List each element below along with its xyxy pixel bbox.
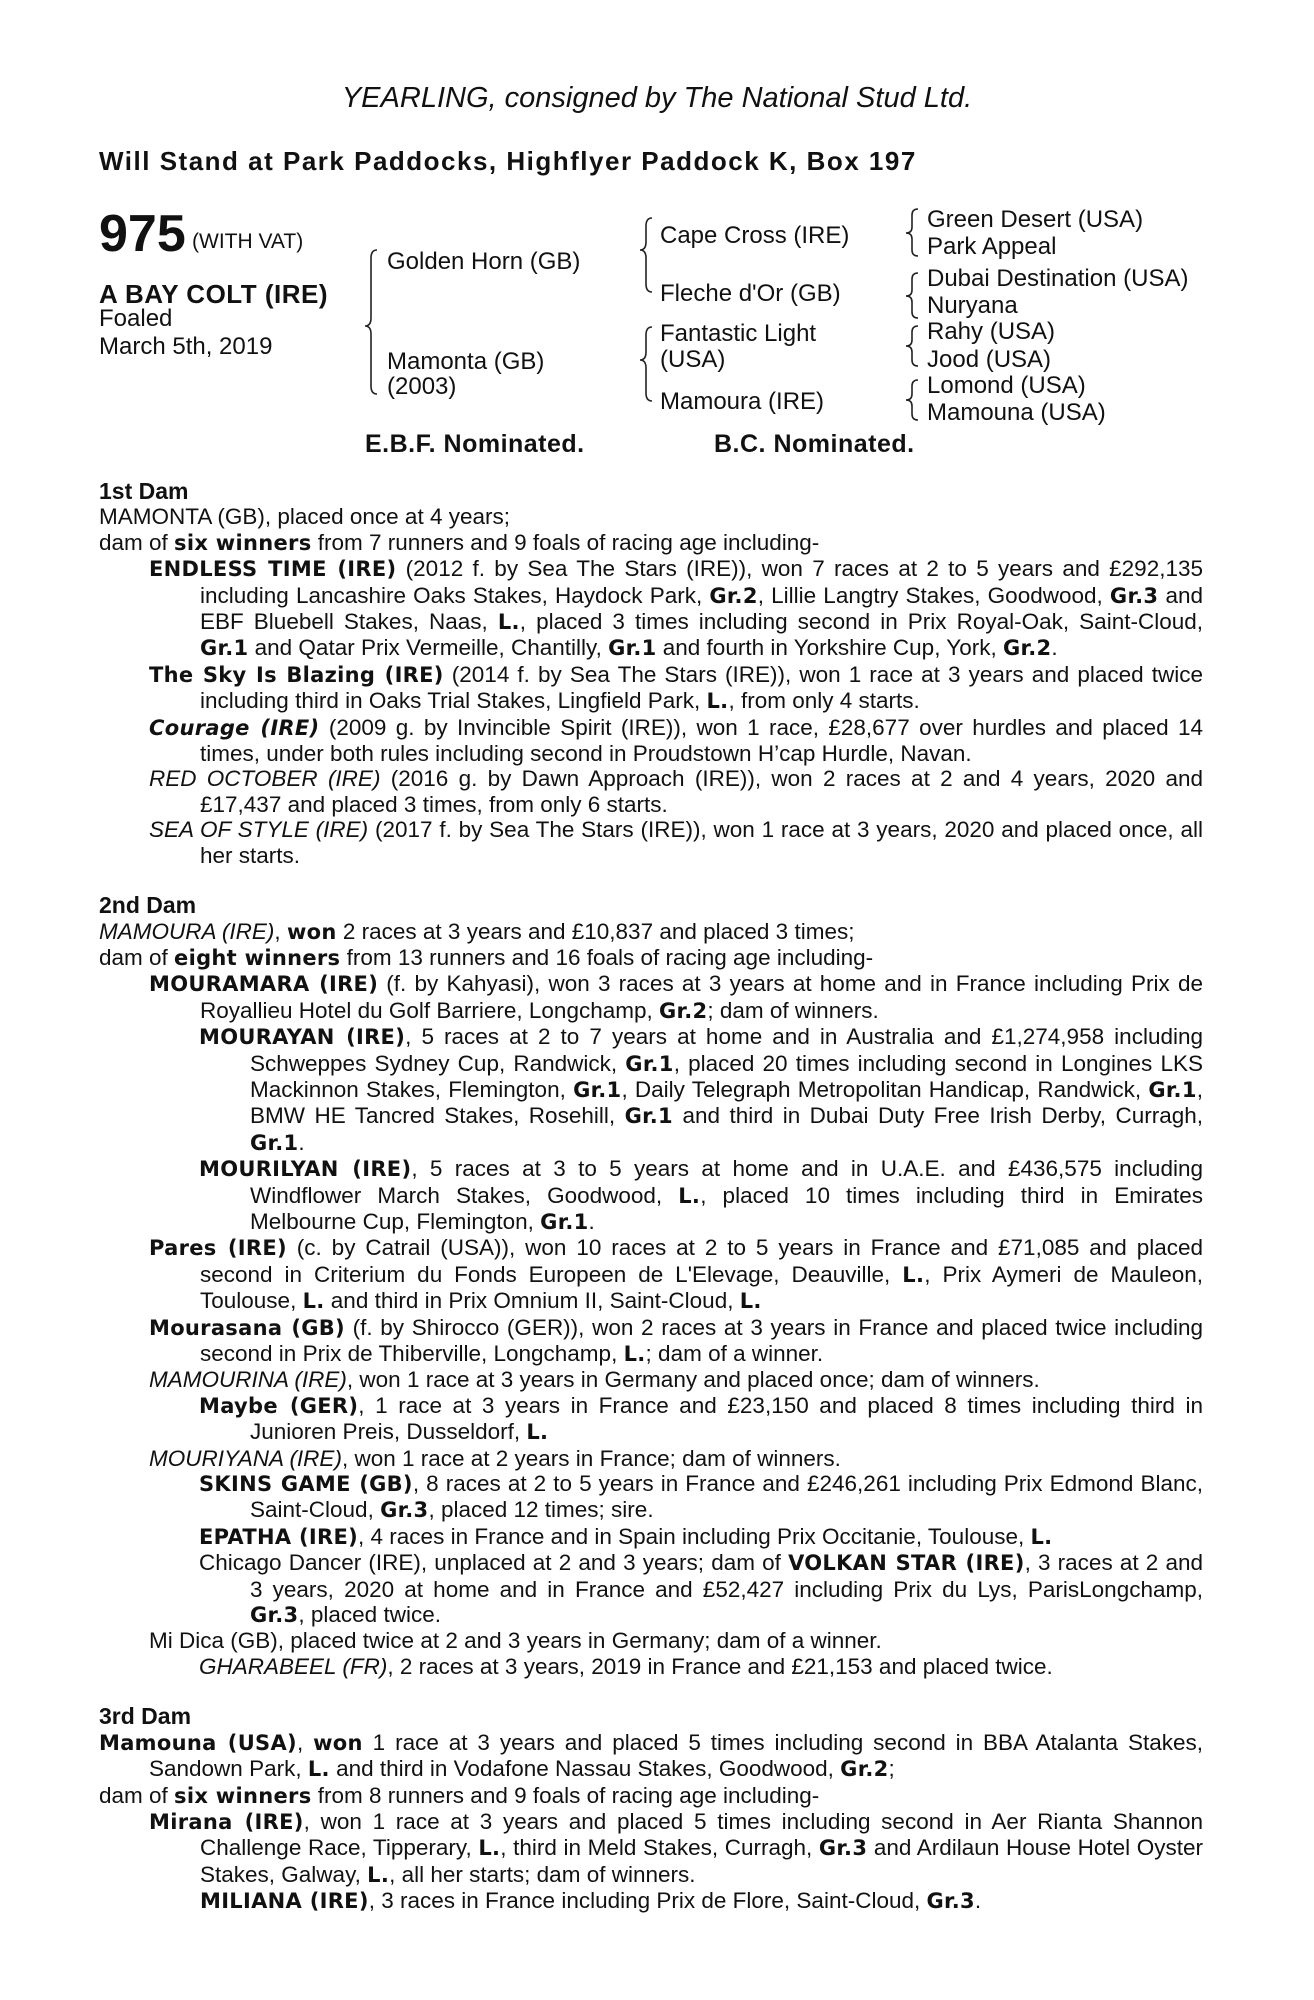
produce-entry: MOURAYAN (IRE), 5 races at 2 to 7 years at home and in Australia and £1,274,958 including Schweppes Sydney Cup, Randwick, Gr.1, placed 20 times including second in Longines LKS Mackinnon Stakes, Flemington, Gr.1, Daily Telegraph Metropolitan Handicap, Randwick, Gr.1, BMW HE Tancred Stakes, Rosehill, Gr.1 and third in Dubai Duty Free Irish Derby, Curragh, Gr.1. [199, 1024, 1204, 1155]
third-dam-heading: 3rd Dam [99, 1703, 192, 1730]
produce-entry: Maybe (GER), 1 race at 3 years in France and £23,150 and placed 8 times including third in Junioren Preis, Dusseldorf, L. [199, 1392, 1203, 1445]
produce-entry: Mourasana (GB) (f. by Shirocco (GER)), won 2 races at 3 years in France and placed twice including second in Prix de Thiberville, Longchamp, L.; dam of a winner. [149, 1314, 1203, 1366]
pedigree-gen3-7: Lomond (USA) [927, 372, 1086, 399]
pedigree-dam-year: (2003) [387, 373, 457, 400]
pedigree-dam-dam: Mamoura (IRE) [660, 388, 825, 415]
produce-entry: ENDLESS TIME (IRE) (2012 f. by Sea The Stars (IRE)), won 7 races at 2 to 5 years and £292,135 including Lancashire Oaks Stakes, Haydock Park, Gr.2, Lillie Langtry Stakes, Goodwood, Gr.3 and EBF Bluebell Stakes, Naas, L., placed 3 times including second in Prix Royal-Oak, Saint-Cloud, Gr.1 and Qatar Prix Vermeille, Chantilly, Gr.1 and fourth in Yorkshire Cup, York, Gr.2. [149, 556, 1203, 661]
produce-entry: Mi Dica (GB), placed twice at 2 and 3 years in Germany; dam of a winner. [149, 1628, 882, 1654]
pedigree-sire-sire: Cape Cross (IRE) [660, 222, 850, 249]
pedigree-gen3-1: Green Desert (USA) [927, 206, 1144, 233]
pedigree-gen3-4: Nuryana [927, 292, 1018, 319]
produce-entry: The Sky Is Blazing (IRE) (2014 f. by Sea The Stars (IRE)), won 1 race at 3 years and placed twice including third in Oaks Trial Stakes, Lingfield Park, L., from only 4 starts. [149, 661, 1203, 714]
produce-entry: EPATHA (IRE), 4 races in France and in Spain including Prix Occitanie, Toulouse, L. [199, 1523, 1053, 1549]
produce-entry: Mirana (IRE), won 1 race at 3 years and placed 5 times including second in Aer Rianta Shannon Challenge Race, Tipperary, L., third in Meld Stakes, Curragh, Gr.3 and Ardilaun House Hotel Oyster Stakes, Galway, L., all her starts; dam of winners. [149, 1808, 1203, 1887]
bracket-gen3-2 [906, 273, 918, 318]
produce-entry: Pares (IRE) (c. by Catrail (USA)), won 10 races at 2 to 5 years in France and £71,085 and placed second in Criterium du Fonds Europeen de L'Elevage, Deauville, L., Prix Aymeri de Mauleon, Toulouse, L. and third in Prix Omnium II, Saint-Cloud, L. [149, 1235, 1204, 1314]
pedigree-dam: Mamonta (GB) [387, 348, 545, 375]
produce-entry: MILIANA (IRE), 3 races in France including Prix de Flore, Saint-Cloud, Gr.3. [200, 1888, 982, 1914]
catalogue-body [99, 479, 1203, 1915]
stand-location: Will Stand at Park Paddocks, Highflyer Paddock K, Box 197 [99, 146, 917, 176]
produce-entry: Courage (IRE) (2009 g. by Invincible Spirit (IRE)), won 1 race, £28,677 over hurdles and placed 14 times, under both rules including second in Proudstown H’cap Hurdle, Navan. [149, 714, 1204, 767]
produce-entry: MOURILYAN (IRE), 5 races at 3 to 5 years at home and in U.A.E. and £436,575 including Windflower March Stakes, Goodwood, L., placed 10 times including third in Emirates Melbourne Cup, Flemington, Gr.1. [199, 1156, 1203, 1234]
pedigree-gen3-3: Dubai Destination (USA) [927, 265, 1189, 292]
first-dam-heading: 1st Dam [99, 478, 189, 504]
produce-entry: MOURAMARA (IRE) (f. by Kahyasi), won 3 races at 3 years at home and in France including Prix de Royallieu Hotel du Golf Barriere, Longchamp, Gr.2; dam of winners. [149, 971, 1203, 1023]
produce-entry: MAMOURINA (IRE), won 1 race at 3 years in Germany and placed once; dam of winners. [149, 1367, 1040, 1393]
bracket-gen1 [365, 250, 377, 394]
bracket-gen3-3 [906, 326, 918, 366]
bc-nomination: B.C. Nominated. [714, 430, 915, 458]
ebf-nomination: E.B.F. Nominated. [365, 430, 585, 458]
first-dam-record: MAMONTA (GB), placed once at 4 years; [99, 504, 510, 530]
pedigree-gen3-5: Rahy (USA) [927, 318, 1056, 345]
produce-entry: SEA OF STYLE (IRE) (2017 f. by Sea The Stars (IRE)), won 1 race at 3 years, 2020 and placed once, all her starts. [149, 817, 1203, 868]
second-dam-produce: dam of eight winners from 13 runners and 16 foals of racing age including- [99, 944, 874, 970]
consignor-line: YEARLING, consigned by The National Stud Ltd. [341, 82, 973, 114]
lot-number: 975 [99, 205, 186, 263]
pedigree-gen3-2: Park Appeal [927, 233, 1057, 260]
pedigree-gen3-8: Mamouna (USA) [927, 399, 1106, 426]
second-dam-heading: 2nd Dam [99, 892, 197, 919]
pedigree-sire: Golden Horn (GB) [387, 248, 581, 275]
pedigree-dam-sire-country: (USA) [660, 346, 726, 373]
third-dam-record: Mamouna (USA), won 1 race at 3 years and placed 5 times including second in BBA Atalanta Stakes, Sandown Park, L. and third in Vodafone Nassau Stakes, Goodwood, Gr.2; [99, 1729, 1203, 1782]
horse-name: A BAY COLT (IRE) [99, 279, 329, 309]
vat-note: (WITH VAT) [192, 230, 304, 253]
produce-entry: MOURIYANA (IRE), won 1 race at 2 years in France; dam of winners. [149, 1445, 841, 1471]
foaled-date: March 5th, 2019 [99, 333, 273, 360]
bracket-gen3-4 [906, 380, 918, 420]
produce-entry: SKINS GAME (GB), 8 races at 2 to 5 years in France and £246,261 including Prix Edmond Blanc, Saint-Cloud, Gr.3, placed 12 times; sire. [199, 1471, 1204, 1523]
bracket-gen2-sire [640, 218, 652, 292]
produce-entry: GHARABEEL (FR), 2 races at 3 years, 2019 in France and £21,153 and placed twice. [199, 1653, 1053, 1679]
bracket-gen2-dam [640, 327, 652, 401]
second-dam-record: MAMOURA (IRE), won 2 races at 3 years and £10,837 and placed 3 times; [99, 918, 855, 944]
produce-entry: RED OCTOBER (IRE) (2016 g. by Dawn Approach (IRE)), won 2 races at 2 and 4 years, 2020 and £17,437 and placed 3 times, from only 6 starts. [149, 766, 1203, 817]
pedigree-dam-sire: Fantastic Light [660, 320, 817, 347]
third-dam-produce: dam of six winners from 8 runners and 9 foals of racing age including- [99, 1782, 820, 1808]
pedigree-sire-dam: Fleche d'Or (GB) [660, 280, 841, 307]
produce-entry: Chicago Dancer (IRE), unplaced at 2 and 3 years; dam of VOLKAN STAR (IRE), 3 races at 2 and 3 years, 2020 at home and in France and £52,427 including Prix du Lys, ParisLongchamp, Gr.3, placed twice. [199, 1550, 1203, 1628]
foaled-label: Foaled [99, 305, 173, 332]
pedigree-gen3-6: Jood (USA) [927, 346, 1052, 373]
bracket-gen3-1 [906, 209, 918, 256]
first-dam-produce: dam of six winners from 7 runners and 9 foals of racing age including- [99, 529, 820, 555]
